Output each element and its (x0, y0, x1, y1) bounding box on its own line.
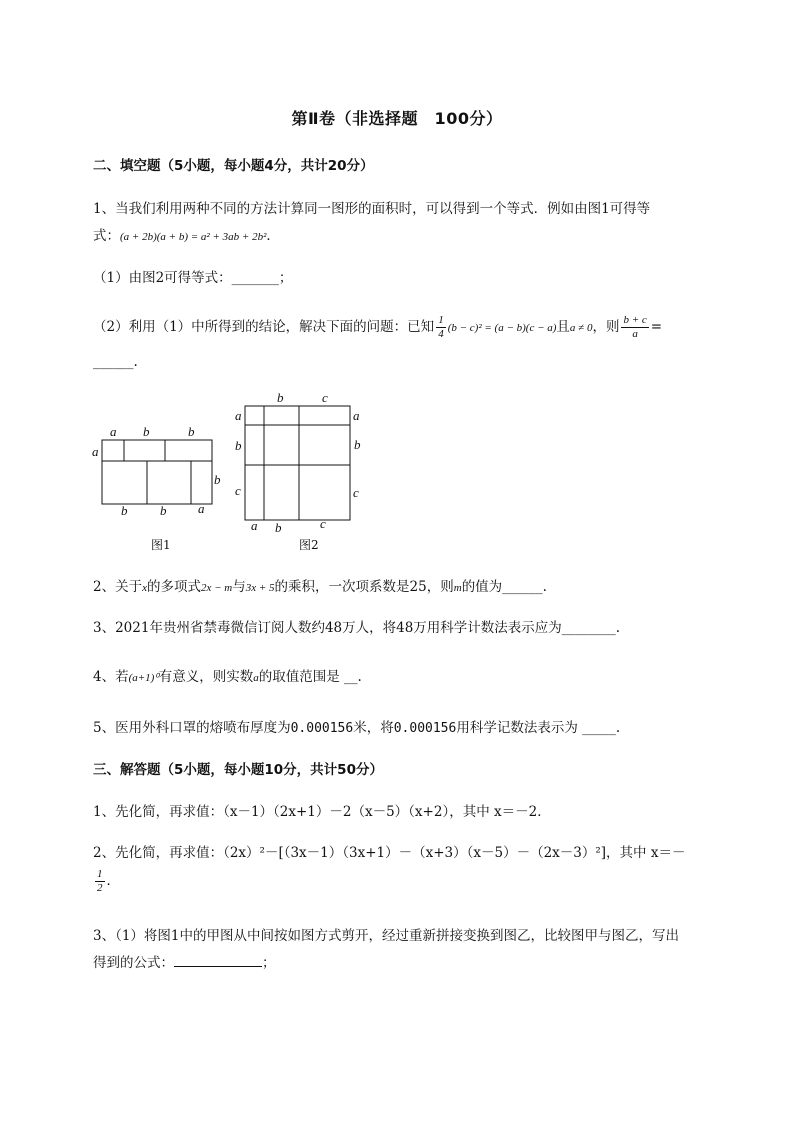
answer-blank[interactable] (174, 952, 262, 967)
frac-numerator: b + c (623, 314, 647, 326)
section3-heading: 三、解答题（5小题，每小题10分，共计50分） (93, 762, 383, 778)
q1-line2-prefix: 式： (93, 228, 120, 244)
q1-part2-prefix: （2）利用（1）中所得到的结论，解决下面的问题：已知 (93, 319, 435, 335)
q1-part2-blank: ______. (93, 354, 138, 370)
q1-part2-cond-text: 且 (556, 319, 570, 335)
figures-area (0, 385, 794, 565)
s3-q3-line1: 3、（1）将图1中的甲图从中间按如图方式剪开，经过重新拼接变换到图乙，比较图甲与图乙，写出 (93, 928, 680, 944)
fig2-top-label: b (277, 390, 284, 405)
q4-var-a: a (253, 672, 259, 684)
q5-prefix: 5、医用外科口罩的熔喷布厚度为 (93, 720, 291, 736)
q1-part2-line (93, 314, 662, 341)
fraction-b-plus-c-over-a (621, 314, 648, 341)
q1-part2-then: ，则 (592, 319, 620, 335)
fig1-caption: 图1 (151, 538, 171, 552)
q3-line: 3、2021年贵州省禁毒微信订阅人数约48万人，将48万用科学计数法表示应为________. (93, 620, 621, 636)
q2-line (93, 577, 547, 598)
fig2-right-label: b (354, 437, 361, 452)
figure-2 (235, 390, 361, 552)
q2-var-m: m (453, 582, 462, 594)
s3-q3-suffix: ； (262, 955, 276, 971)
q4-line (93, 667, 362, 688)
q2-mid1: 的多项式 (146, 579, 201, 595)
fig2-left-label: a (235, 408, 242, 423)
fig1-outer-rect (102, 440, 212, 504)
s3-q3-line2 (93, 952, 276, 973)
q1-part1: （1）由图2可得等式：_______； (93, 270, 293, 286)
q1-line2 (93, 226, 280, 247)
q5-number1: 0.000156 (290, 721, 354, 736)
frac-numerator: 1 (438, 314, 444, 326)
q5-mid: 米，将 (353, 720, 394, 736)
q2-mid3: 的乘积，一次项系数是25，则 (274, 579, 454, 595)
fig2-bottom-label: a (251, 518, 258, 533)
q2-suffix: 的值为______. (461, 579, 547, 595)
fig1-top-label: b (188, 424, 195, 439)
frac-denominator: 4 (438, 328, 444, 340)
frac-denominator: 2 (97, 882, 103, 894)
fig2-outer-rect (245, 406, 350, 520)
figure-1 (92, 424, 221, 552)
fig2-caption: 图2 (299, 538, 319, 552)
s3-q2-end: ． (106, 873, 120, 889)
q1-part2-cond: a ≠ 0 (569, 322, 593, 334)
fraction-one-quarter (436, 314, 446, 341)
fig2-bottom-label: b (275, 520, 282, 535)
fig1-top-label: b (143, 424, 150, 439)
q2-poly1: 2x − m (200, 582, 233, 594)
q2-mid2: 与 (232, 579, 246, 595)
fig2-bottom-label: c (320, 516, 326, 531)
q5-suffix: 用科学记数法表示为 _____. (456, 720, 621, 736)
fig1-bottom-label: b (121, 503, 128, 518)
s3-q1-line: 1、先化简，再求值：（x－1）（2x+1）－2（x－5）（x+2），其中 x＝－2． (93, 804, 551, 820)
q4-suffix: 的取值范围是 __. (258, 669, 362, 685)
s3-q3-prefix: 得到的公式： (93, 955, 174, 971)
q4-mid: 有意义，则实数 (158, 669, 254, 685)
fig1-bottom-label: b (160, 503, 167, 518)
q2-var-x: x (142, 582, 147, 594)
frac-numerator: 1 (97, 868, 103, 880)
q4-prefix: 4、若 (93, 669, 129, 685)
q1-formula: (a + 2b)(a + b) = a² + 3ab + 2b² (120, 231, 267, 243)
q5-line (93, 718, 620, 739)
q2-prefix: 2、关于 (93, 579, 143, 595)
fig2-right-label: c (353, 485, 359, 500)
fig1-top-label: a (110, 424, 117, 439)
section2-heading: 二、填空题（5小题，每小题4分，共计20分） (93, 158, 374, 174)
s3-q2-line2 (93, 868, 120, 895)
part-title: 第Ⅱ卷（非选择题 100分） (291, 109, 503, 128)
fig2-left-label: c (235, 483, 241, 498)
q4-expr: (a+1)⁰ (128, 672, 159, 684)
s3-q2-line1: 2、先化简，再求值：（2x）²－[（3x－1）（3x+1）－（x+3）（x－5）－（2x－3）²]，其中 x＝－ (93, 845, 686, 861)
fig2-right-label: a (353, 408, 360, 423)
fig2-left-label: b (235, 438, 242, 453)
q1-line2-suffix: ． (266, 228, 280, 244)
q1-part2-expr: (b − c)² = (a − b)(c − a) (447, 322, 557, 334)
fig1-bottom-label: a (198, 501, 205, 516)
fig1-right-label: b (214, 472, 221, 487)
fig2-top-label: c (322, 390, 328, 405)
fig1-left-label: a (92, 444, 99, 459)
q1-line1: 1、当我们利用两种不同的方法计算同一图形的面积时，可以得到一个等式．例如由图1可得等 (93, 201, 651, 217)
q5-number2: 0.000156 (393, 721, 457, 736)
fraction-one-half (95, 868, 105, 895)
q1-part2-eq: = (650, 319, 663, 335)
q2-poly2: 3x + 5 (245, 582, 275, 594)
frac-denominator: a (632, 328, 638, 340)
